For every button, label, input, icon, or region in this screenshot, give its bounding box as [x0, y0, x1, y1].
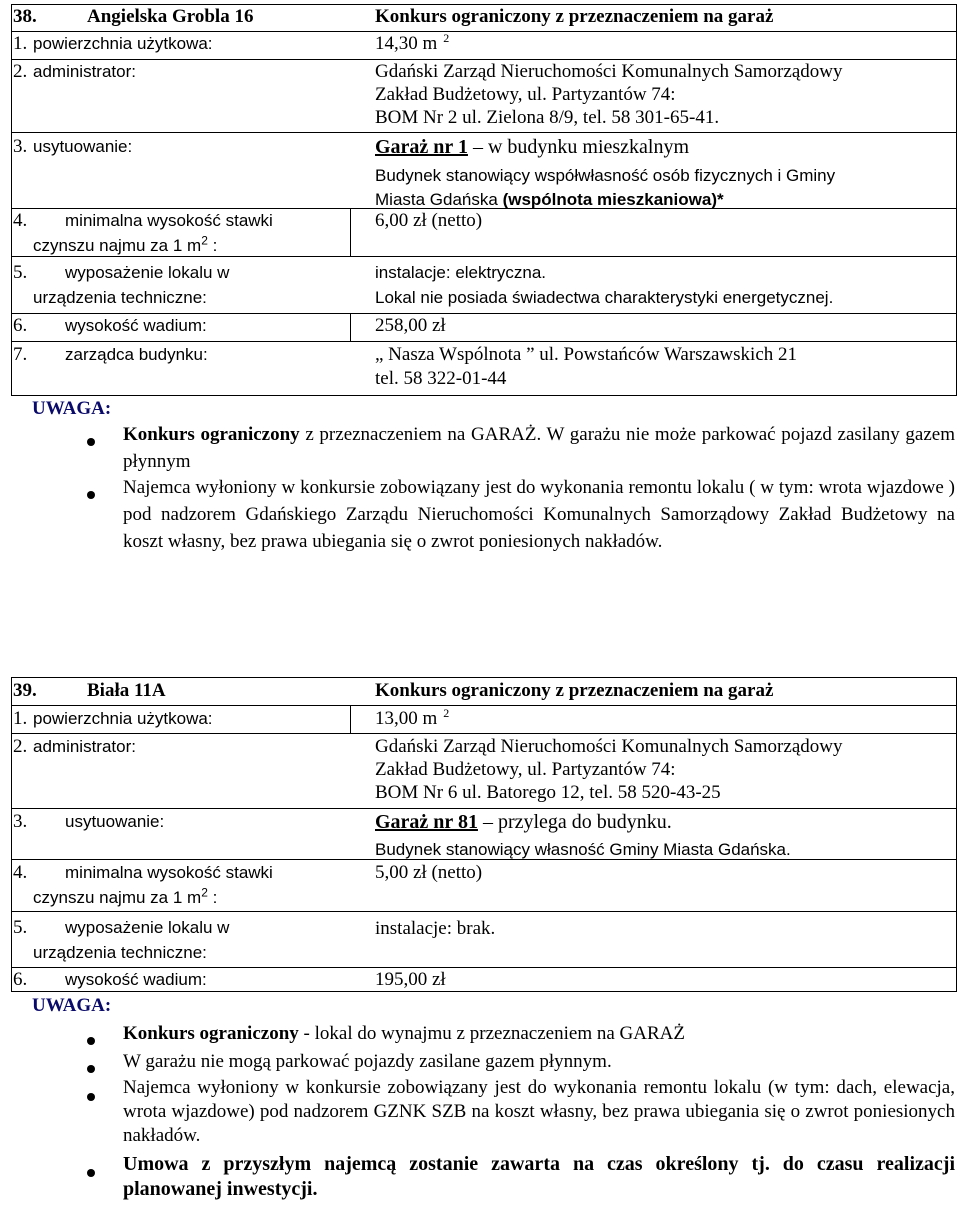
administrator-address: Zakład Budżetowy, ul. Partyzantów 74:: [375, 84, 676, 105]
row-number: 4.: [13, 210, 28, 231]
listing-title: Konkurs ograniczony z przeznaczeniem na garaż: [375, 680, 774, 701]
bullet-icon: [87, 1161, 95, 1183]
administrator-name: Gdański Zarząd Nieruchomości Komunalnych Samorządowy: [375, 61, 843, 82]
deposit-value: 195,00 zł: [375, 969, 446, 990]
row-number: 2.: [13, 61, 28, 82]
energy-cert-note: Lokal nie posiada świadectwa charakterystyki energetycznej.: [375, 288, 834, 307]
note-bullet-2: Najemca wyłoniony w konkursie zobowiązany jest do wykonania remontu lokalu ( w tym: wrota wjazdowe ) pod nadzorem Gdańskiego Zarządu Nieruchomości Komunalnych Samorządowy Zakład Budżetowy na koszt własny, bez prawa ubiegania się o zwrot poniesionych nakładów.: [123, 477, 955, 552]
administrator-bom: BOM Nr 2 ul. Zielona 8/9, tel. 58 301-65-41.: [375, 107, 720, 128]
building-ownership: Budynek stanowiący współwłasność osób fizycznych i Gminy: [375, 166, 836, 185]
row-label: administrator:: [33, 737, 136, 756]
manager-name: „ Nasza Wspólnota ” ul. Powstańców Warszawskich 21: [375, 344, 797, 365]
row-label: usytuowanie:: [33, 137, 133, 156]
row-label: minimalna wysokość stawki: [65, 211, 273, 230]
note-bullet-2: W garażu nie mogą parkować pojazdy zasilane gazem płynnym.: [123, 1051, 612, 1072]
row-number: 2.: [13, 736, 28, 757]
manager-phone: tel. 58 322-01-44: [375, 368, 507, 389]
row-number: 1.: [13, 708, 28, 729]
row-label: administrator:: [33, 62, 136, 81]
bullet-icon: [87, 483, 95, 505]
row-label: zarządca budynku:: [65, 345, 208, 364]
row-number: 3.: [13, 136, 28, 157]
row-number: 6.: [13, 315, 28, 336]
area-value: 14,30 m $^2$: [375, 30, 450, 54]
installations-value: instalacje: elektryczna.: [375, 263, 547, 282]
row-number: 5.: [13, 262, 28, 283]
row-number: 6.: [13, 969, 28, 990]
row-label-2: czynszu najmu za 1 $m^2$ :: [33, 233, 218, 255]
uwaga-heading: UWAGA:: [32, 995, 112, 1016]
row-label-2: urządzenia techniczne:: [33, 943, 207, 962]
row-number: 3.: [13, 811, 28, 832]
row-number: 5.: [13, 917, 28, 938]
row-label-2: urządzenia techniczne:: [33, 288, 207, 307]
garage-description: Garaż nr 1 – w budynku mieszkalnym: [375, 136, 690, 158]
row-label: powierzchnia użytkowa:: [33, 34, 213, 53]
row-number: 1.: [13, 33, 28, 54]
garage-description: Garaż nr 81 – przylega do budynku.: [375, 811, 672, 833]
listing-address: Angielska Grobla 16: [87, 6, 254, 27]
row-label: wysokość wadium:: [65, 970, 207, 989]
row-label: wysokość wadium:: [65, 316, 207, 335]
administrator-name: Gdański Zarząd Nieruchomości Komunalnych Samorządowy: [375, 736, 843, 757]
note-bullet-3: Najemca wyłoniony w konkursie zobowiązany jest do wykonania remontu lokalu (w tym: dach, elewacja, wrota wjazdowe) pod nadzorem GZNK SZB na koszt własny, bez prawa ubiegania się o zwrot poniesionych nakładów.: [123, 1077, 955, 1146]
row-number: 4.: [13, 862, 28, 883]
building-ownership: Budynek stanowiący własność Gminy Miasta Gdańska.: [375, 840, 791, 859]
bullet-icon: [87, 1029, 95, 1051]
installations-value: instalacje: brak.: [375, 918, 496, 939]
administrator-bom: BOM Nr 6 ul. Batorego 12, tel. 58 520-43-25: [375, 782, 721, 803]
note-bullet-4: Umowa z przyszłym najemcą zostanie zawarta na czas określony tj. do czasu realizacji planowanej inwestycji.: [123, 1153, 955, 1200]
row-label-2: czynszu najmu za 1 $m^2$ :: [33, 885, 218, 907]
min-rent-value: 6,00 zł (netto): [375, 210, 483, 231]
administrator-address: Zakład Budżetowy, ul. Partyzantów 74:: [375, 759, 676, 780]
note-bullet-1: Konkurs ograniczony - lokal do wynajmu z przeznaczeniem na GARAŻ: [123, 1023, 685, 1044]
row-label: minimalna wysokość stawki: [65, 863, 273, 882]
bullet-icon: [87, 1085, 95, 1107]
uwaga-heading: UWAGA:: [32, 398, 112, 419]
row-label: powierzchnia użytkowa:: [33, 709, 213, 728]
bullet-icon: [87, 1057, 95, 1079]
row-label: usytuowanie:: [65, 812, 165, 831]
row-label: wyposażenie lokalu w: [65, 263, 230, 282]
deposit-value: 258,00 zł: [375, 315, 446, 336]
note-bullet-1: Konkurs ograniczony z przeznaczeniem na GARAŻ. W garażu nie może parkować pojazd zasilany gazem płynnym: [123, 424, 955, 472]
listing-title: Konkurs ograniczony z przeznaczeniem na garaż: [375, 6, 774, 27]
building-ownership-2: Miasta Gdańska (wspólnota mieszkaniowa)*: [375, 190, 724, 209]
row-label: wyposażenie lokalu w: [65, 918, 230, 937]
listing-address: Biała 11A: [87, 680, 166, 701]
row-number: 7.: [13, 344, 28, 365]
area-value: 13,00 m $^2$: [375, 705, 450, 729]
bullet-icon: [87, 430, 95, 452]
listing-number: 39.: [13, 680, 37, 701]
min-rent-value: 5,00 zł (netto): [375, 862, 483, 883]
listing-number: 38.: [13, 6, 37, 27]
